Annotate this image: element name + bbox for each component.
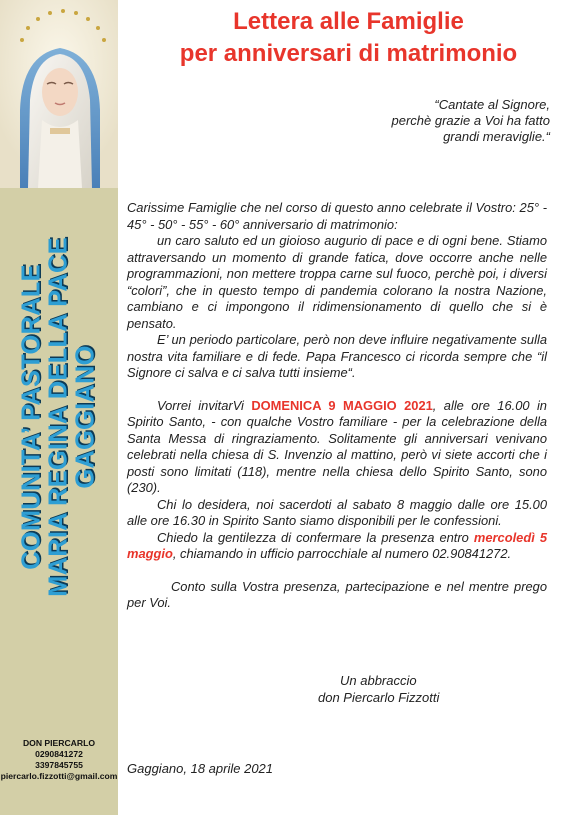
paragraph-confessions: Chi lo desidera, noi sacerdoti al sabato 8 maggio dalle ore 15.00 alle ore 16.30 in Spirito Santo siamo disponibili per le confessioni. (127, 496, 547, 528)
parish-name-vertical (19, 207, 100, 627)
letter-body (127, 200, 547, 612)
confirm-deadline: mercoledì 5 maggio (127, 529, 547, 561)
quote-line-1: “Cantate al Signore, (434, 97, 550, 112)
paragraph-wishes: un caro saluto ed un gioioso augurio di pace e di ogni bene. Stiamo attraversando un momento di grande fatica, dove occorre anche nelle programmazioni, non mettere troppa carne sul fuoco, perchè poi, i diversi “colori”, che in questo tempo di pandemia colorano la nostra Nazione, cambiano e ci impongono il ridimensionamento di quello che si è pensato. (127, 233, 547, 331)
signature (318, 672, 518, 706)
quote-line-3: grandi meraviglie.“ (443, 129, 550, 144)
paragraph-confirm (127, 530, 547, 563)
psalm-quote (370, 97, 550, 145)
parish-line-1: COMUNITA’ PASTORALE (17, 264, 46, 570)
signature-name: don Piercarlo Fizzotti (318, 690, 440, 705)
paragraph-greeting: Carissime Famiglie che nel corso di questo anno celebrate il Vostro: 25° - 45° - 50° - 55° - 60° anniversario di matrimonio: (127, 200, 547, 232)
contact-phone-1: 0290841272 (35, 749, 83, 759)
contact-phone-2: 3397845755 (35, 760, 83, 770)
invitation-intro: Vorrei invitarVi (157, 397, 252, 413)
madonna-illustration (0, 0, 118, 188)
title-line-2: per anniversari di matrimonio (179, 40, 518, 67)
madonna-image (0, 0, 118, 188)
title-line-1: Lettera alle Famiglie (233, 8, 464, 35)
confirm-intro: Chiedo la gentilezza di confermare la presenza entro (157, 529, 474, 545)
letter-date: Gaggiano, 18 aprile 2021 (127, 761, 274, 776)
letter-title (118, 6, 579, 70)
contact-email: piercarlo.fizzotti@gmail.com (0, 771, 118, 781)
celebration-date: DOMENICA 9 MAGGIO 2021 (251, 397, 433, 413)
parish-line-2: MARIA REGINA DELLA PACE (44, 237, 73, 597)
paragraph-closing: Conto sulla Vostra presenza, partecipazione e nel mentre prego per Voi. (127, 578, 547, 610)
signature-greeting: Un abbraccio (340, 673, 417, 688)
paragraph-faith: E’ un periodo particolare, però non deve influire negativamente sulla nostra vita familiare e di fede. Papa Francesco ci ricorda sempre che “il Signore ci salva e ci salva tutti insieme“. (127, 332, 547, 380)
parish-line-3: GAGGIANO (71, 345, 100, 489)
quote-line-2: perchè grazie a Voi ha fatto (391, 113, 550, 128)
contact-block (0, 738, 118, 782)
invitation-details: , alle ore 16.00 in Spirito Santo, - con qualche Vostro familiare - per la celebrazione della Santa Messa di ringraziamento. Solitamente gli anniversari venivano celebrati nella chiesa di S. Invenzio al mattino, però vi siete accorti che i posti sono limitati (118), mentre nella chiesa dello Spirito Santo, sono (230). (127, 397, 547, 495)
paragraph-invitation (127, 398, 547, 497)
contact-name: DON PIERCARLO (22, 738, 96, 748)
confirm-details: , chiamando in ufficio parrocchiale al numero 02.90841272. (172, 546, 512, 561)
sidebar (0, 0, 118, 815)
